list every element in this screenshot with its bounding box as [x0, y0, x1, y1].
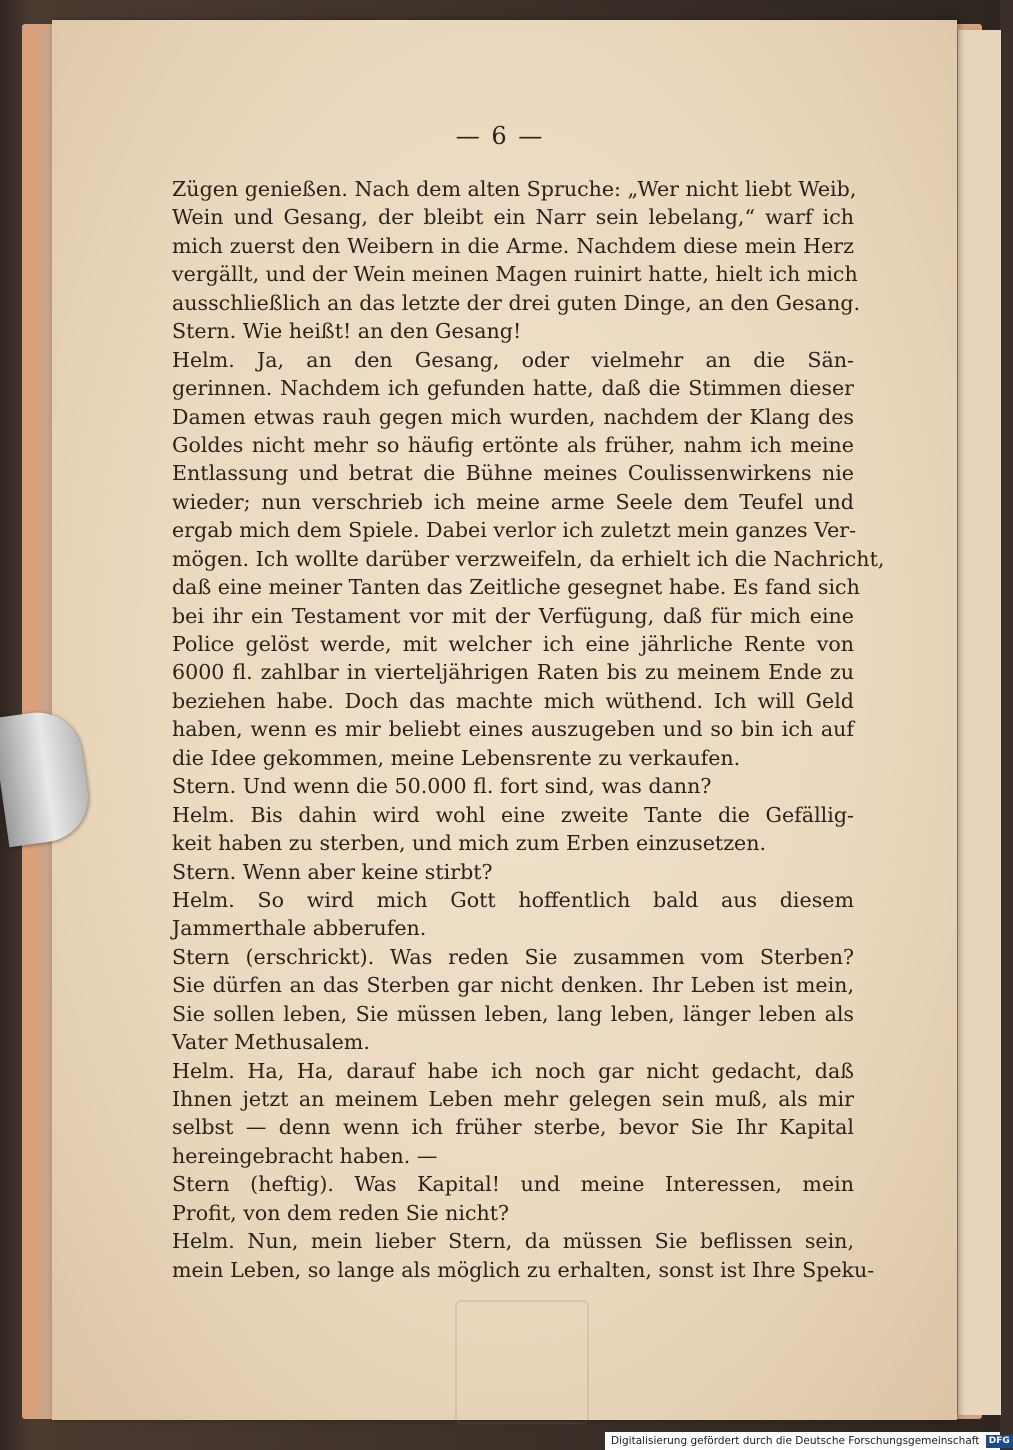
text-line: 6000 fl. zahlbar in vierteljährigen Raten bis zu meinem Ende zu	[172, 660, 854, 685]
text-line: Jammerthale abberufen.	[172, 916, 427, 941]
text-line: vergällt, und der Wein meinen Magen ruinirt hatte, hielt ich mich	[172, 262, 858, 287]
text-line: ergab mich dem Spiele. Dabei verlor ich zuletzt mein ganzes Ver-	[172, 518, 857, 543]
text-line: daß eine meiner Tanten das Zeitliche gesegnet habe. Es fand sich	[172, 575, 860, 600]
text-line: haben, wenn es mir beliebt eines auszugeben und so bin ich auf	[172, 717, 854, 742]
text-line: bei ihr ein Testament vor mit der Verfügung, daß für mich eine	[172, 603, 854, 628]
digitization-credit	[605, 1432, 1010, 1450]
text-line: Helm. So wird mich Gott hoffentlich bald aus diesem	[172, 887, 854, 912]
text-line: Wein und Gesang, der bleibt ein Narr sein lebelang,“ warf ich	[172, 205, 854, 230]
text-line: Ihnen jetzt an meinem Leben mehr gelegen sein muß, als mir	[172, 1087, 854, 1111]
text-line: hereingebracht haben. —	[172, 1143, 438, 1168]
credit-text: Digitalisierung gefördert durch die Deutsche Forschungsgemeinschaft	[611, 1435, 980, 1447]
text-line: die Idee gekommen, meine Lebensrente zu verkaufen.	[172, 745, 741, 770]
text-line: Stern (heftig). Was Kapital! und meine Interessen, mein	[172, 1172, 854, 1197]
body-text	[172, 175, 885, 1284]
text-line: Sie sollen leben, Sie müssen leben, lang leben, länger leben als	[172, 1001, 854, 1026]
text-line: Stern (erschrickt). Was reden Sie zusammen vom Sterben?	[172, 944, 854, 969]
text-line: Entlassung und betrat die Bühne meines Coulissenwirkens nie	[172, 461, 854, 486]
text-line: Stern. Wenn aber keine stirbt?	[172, 859, 493, 884]
text-line: Vater Methusalem.	[172, 1030, 370, 1055]
text-line: selbst — denn wenn ich früher sterbe, bevor Sie Ihr Kapital	[172, 1115, 854, 1140]
text-line: Sie dürfen an das Sterben gar nicht denken. Ihr Leben ist mein,	[172, 973, 854, 998]
text-line: Damen etwas rauh gegen mich wurden, nachdem der Klang des	[172, 404, 854, 429]
text-line: Stern. Wie heißt! an den Gesang!	[172, 319, 522, 344]
text-line: beziehen habe. Doch das machte mich wüthend. Ich will Geld	[172, 688, 854, 713]
text-line: mich zuerst den Weibern in die Arme. Nachdem diese mein Herz	[172, 233, 854, 258]
text-line: mögen. Ich wollte darüber verzweifeln, da erhielt ich die Nachricht,	[172, 546, 885, 571]
text-line: Helm. Ha, Ha, darauf habe ich noch gar nicht gedacht, daß	[172, 1058, 854, 1083]
text-line: Stern. Und wenn die 50.000 fl. fort sind, was dann?	[172, 774, 712, 799]
text-line: Goldes nicht mehr so häufig ertönte als früher, nahm ich meine	[172, 432, 854, 457]
text-line: mein Leben, so lange als möglich zu erhalten, sonst ist Ihre Speku-	[172, 1257, 875, 1282]
text-line: wieder; nun verschrieb ich meine arme Seele dem Teufel und	[172, 489, 854, 514]
text-line: Helm. Ja, an den Gesang, oder vielmehr an die Sän-	[172, 347, 854, 372]
text-line: ausschließlich an das letzte der drei guten Dinge, an den Gesang.	[172, 290, 861, 315]
text-line: Helm. Nun, mein lieber Stern, da müssen Sie beflissen sein,	[172, 1229, 854, 1254]
text-line: keit haben zu sterben, und mich zum Erben einzusetzen.	[172, 831, 767, 856]
text-line: Police gelöst werde, mit welcher ich eine jährliche Rente von	[172, 632, 854, 656]
library-stamp	[455, 1300, 589, 1424]
dfg-logo: DFG	[986, 1435, 1013, 1448]
facing-page-edge	[957, 30, 1001, 1415]
text-line: gerinnen. Nachdem ich gefunden hatte, daß die Stimmen dieser	[172, 376, 854, 401]
text-line: Profit, von dem reden Sie nicht?	[172, 1200, 510, 1225]
text-line: Helm. Bis dahin wird wohl eine zweite Tante die Gefällig-	[172, 802, 854, 827]
page-number: — 6 —	[455, 122, 545, 150]
text-line: Zügen genießen. Nach dem alten Spruche: „Wer nicht liebt Weib,	[172, 177, 857, 201]
